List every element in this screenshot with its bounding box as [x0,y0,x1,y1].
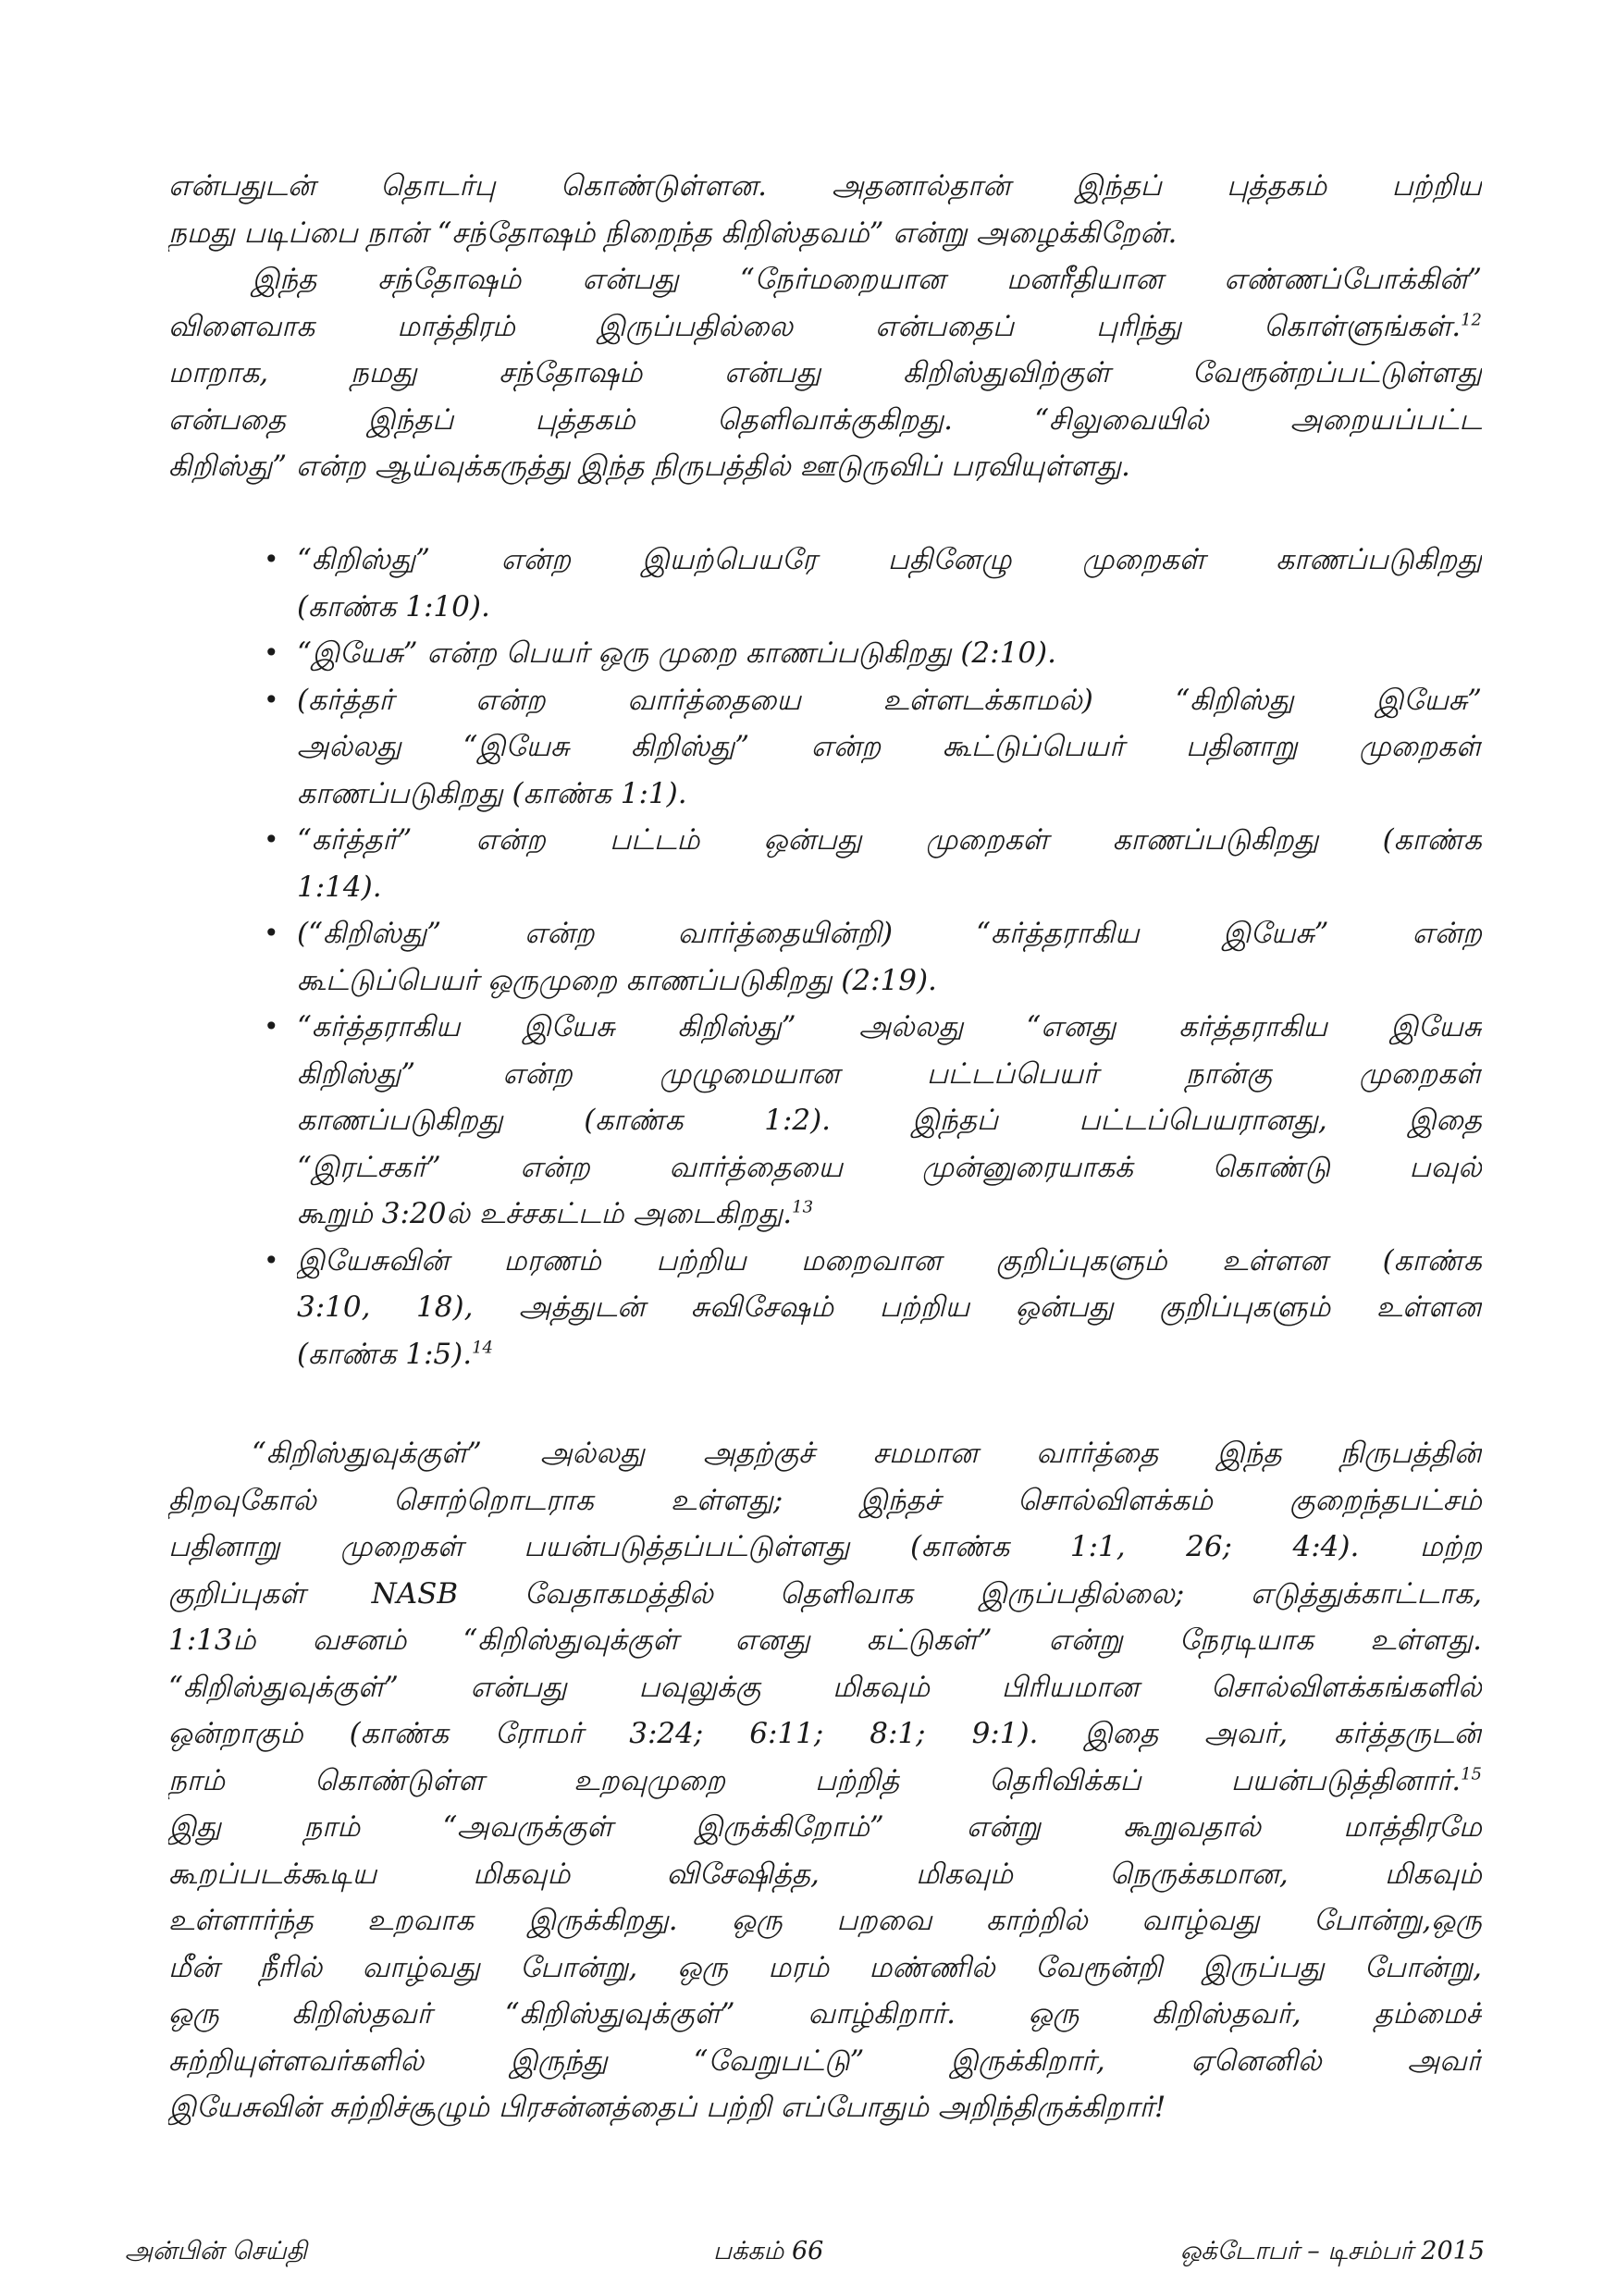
line-text: ஒரு கிறிஸ்தவர் “கிறிஸ்துவுக்குள்” வாழ்கிறார். ஒரு கிறிஸ்தவர், தம்மைச் [168,1997,1482,2031]
line-text: இயேசுவின் மரணம் பற்றிய மறைவான குறிப்புகளும் உள்ளன (காண்க [297,1243,1482,1278]
text-line [297,1191,1482,1238]
line-text: பதினாறு முறைகள் பயன்படுத்தப்பட்டுள்ளது (காண்க 1:1, 26; 4:4). மற்ற [168,1530,1482,1563]
text-line [297,910,1482,957]
text-line [168,443,1482,490]
text-line [297,1004,1482,1051]
text-line [168,163,1482,210]
line-text: சுற்றியுள்ளவர்களில் இருந்து “வேறுபட்டு” இருக்கிறார், ஏனெனில் அவர் [168,2043,1482,2078]
text-line [297,1238,1482,1285]
line-text: இது நாம் “அவருக்குள் இருக்கிறோம்” என்று கூறுவதால் மாத்திரமே [168,1810,1482,1844]
bullet-icon: • [264,1011,279,1042]
bullet-list [264,537,1482,1377]
bullet-icon: • [264,637,279,668]
line-text: என்பதுடன் தொடர்பு கொண்டுள்ளன. அதனால்தான் இந்தப் புத்தகம் பற்றிய [168,169,1482,203]
line-text: “இரட்சகர்” என்ற வார்த்தையை முன்னுரையாகக் கொண்டு பவுல் [297,1150,1482,1184]
footnote-marker: 15 [1461,1764,1482,1784]
line-text: காணப்படுகிறது (காண்க 1:2). இந்தப் பட்டப்பெயரானது, இதை [297,1104,1482,1137]
line-text: என்பதை இந்தப் புத்தகம் தெளிவாக்குகிறது. “சிலுவையில் அறையப்பட்ட [168,402,1482,437]
text-line [168,1430,1482,1477]
text-line [297,1051,1482,1098]
text-line [168,1664,1482,1711]
text-line [168,1758,1482,1805]
text-line [297,957,1482,1005]
line-text: காணப்படுகிறது (காண்க 1:1). [297,776,687,810]
line-text: உள்ளார்ந்த உறவாக இருக்கிறது. ஒரு பறவை காற்றில் வாழ்வது போன்று,ஒரு [168,1904,1482,1937]
line-text: ஒன்றாகும் (காண்க ரோமர் 3:24; 6:11; 8:1; 9:1). இதை அவர், கர்த்தருடன் [168,1717,1482,1750]
bullet-icon: • [264,544,279,574]
line-text: “கிறிஸ்துவுக்குள்” அல்லது அதற்குச் சமமான வார்த்தை இந்த நிருபத்தின் [252,1437,1482,1470]
text-line [168,1851,1482,1898]
line-text: இந்த சந்தோஷம் என்பது “நேர்மறையான மனரீதியான எண்ணப்போக்கின்” [252,263,1482,296]
text-line [168,1524,1482,1571]
text-line [168,1617,1482,1664]
text-line [297,537,1482,584]
line-text: திறவுகோல் சொற்றொடராக உள்ளது; இந்தச் சொல்விளக்கம் குறைந்தபட்சம் [168,1483,1482,1517]
text-line [168,1477,1482,1524]
line-text: மீன் நீரில் வாழ்வது போன்று, ஒரு மரம் மண்ணில் வேரூன்றி இருப்பது போன்று, [168,1950,1482,1984]
text-line [297,771,1482,818]
line-text: (“கிறிஸ்து” என்ற வார்த்தையின்றி) “கர்த்தராகிய இயேசு” என்ற [297,917,1482,950]
text-line [168,1804,1482,1851]
line-text: 1:14). [297,870,382,904]
paragraph-intro [168,163,1482,490]
text-line [297,817,1482,864]
text-line [168,397,1482,444]
line-text: (கர்த்தர் என்ற வார்த்தையை உள்ளடக்காமல்) “கிறிஸ்து இயேசு” [297,683,1482,717]
text-line [297,584,1482,631]
footer-issue-date: ஒக்டோபர் – டிசம்பர் 2015 [1179,2237,1485,2265]
text-line [168,210,1482,257]
bullet-icon: • [264,824,279,855]
line-text: இயேசுவின் சுற்றிச்சூழும் பிரசன்னத்தைப் பற்றி எப்போதும் அறிந்திருக்கிறார்! [168,2091,1166,2124]
text-line [297,1284,1482,1331]
line-text: கூறும் 3:20ல் உச்சகட்டம் அடைகிறது. [297,1197,793,1230]
line-text: விளைவாக மாத்திரம் இருப்பதில்லை என்பதைப் புரிந்து கொள்ளுங்கள். [168,309,1462,343]
line-text: கிறிஸ்து” என்ற ஆய்வுக்கருத்து இந்த நிருபத்தில் ஊடுருவிப் பரவியுள்ளது. [168,450,1130,483]
line-text: கூட்டுப்பெயர் ஒருமுறை காணப்படுகிறது (2:19). [297,963,937,997]
line-text: கூறப்படக்கூடிய மிகவும் விசேஷித்த, மிகவும் நெருக்கமான, மிகவும் [168,1857,1482,1891]
text-line [168,1571,1482,1618]
text-line [297,723,1482,771]
line-text: “இயேசு” என்ற பெயர் ஒரு முறை காணப்படுகிறது (2:10). [297,636,1056,670]
text-line [297,1331,1482,1378]
line-text: “கர்த்தர்” என்ற பட்டம் ஒன்பது முறைகள் காணப்படுகிறது (காண்க [297,823,1482,857]
footer-publication: அன்பின் செய்தி [125,2237,307,2265]
line-text: 1:13ம் வசனம் “கிறிஸ்துவுக்குள் எனது கட்டுகள்” என்று நேரடியாக உள்ளது. [168,1623,1482,1657]
footnote-marker: 13 [792,1197,814,1217]
list-item [264,677,1482,818]
text-line [168,2084,1482,2131]
footnote-marker: 14 [472,1338,493,1358]
text-line [168,1897,1482,1944]
bullet-icon: • [264,1244,279,1276]
line-text: (காண்க 1:5). [297,1337,473,1371]
text-line [297,1144,1482,1191]
list-item [264,1238,1482,1378]
text-line [168,303,1482,351]
text-line [297,630,1482,677]
text-line [168,1944,1482,1992]
text-line [297,1097,1482,1144]
text-line [168,1991,1482,2038]
line-text: குறிப்புகள் NASB வேதாகமத்தில் தெளிவாக இருப்பதில்லை; எடுத்துக்காட்டாக, [168,1576,1482,1611]
list-item [264,537,1482,630]
line-text: “கர்த்தராகிய இயேசு கிறிஸ்து” அல்லது “எனது கர்த்தராகிய இயேசு [297,1010,1482,1043]
line-text: நமது படிப்பை நான் “சந்தோஷம் நிறைந்த கிறிஸ்தவம்” என்று அழைக்கிறேன். [168,216,1178,250]
footer-page-number: பக்கம் 66 [713,2237,824,2265]
page-footer [125,2237,1485,2274]
list-item [264,1004,1482,1238]
bullet-icon: • [264,684,279,715]
line-text: மாறாக, நமது சந்தோஷம் என்பது கிறிஸ்துவிற்குள் வேரூன்றப்பட்டுள்ளது [168,356,1482,389]
line-text: நாம் கொண்டுள்ள உறவுமுறை பற்றித் தெரிவிக்கப் பயன்படுத்தினார். [168,1763,1462,1797]
bullet-icon: • [264,918,279,948]
footnote-marker: 12 [1461,310,1482,330]
text-line [168,256,1482,303]
text-line [168,350,1482,397]
line-text: கிறிஸ்து” என்ற முழுமையான பட்டப்பெயர் நான்கு முறைகள் [297,1056,1482,1091]
text-line [297,677,1482,724]
text-line [168,1710,1482,1758]
line-text: “கிறிஸ்து” என்ற இயற்பெயரே பதினேழு முறைகள் காணப்படுகிறது [297,543,1482,576]
text-line [297,864,1482,911]
text-line [168,2038,1482,2085]
list-item [264,630,1482,677]
line-text: அல்லது “இயேசு கிறிஸ்து” என்ற கூட்டுப்பெயர் பதினாறு முறைகள் [297,730,1482,763]
paragraph-in-christ [168,1430,1482,2131]
line-text: 3:10, 18), அத்துடன் சுவிசேஷம் பற்றிய ஒன்பது குறிப்புகளும் உள்ளன [297,1290,1482,1324]
list-item [264,817,1482,910]
line-text: “கிறிஸ்துவுக்குள்” என்பது பவுலுக்கு மிகவும் பிரியமான சொல்விளக்கங்களில் [168,1670,1482,1704]
line-text: (காண்க 1:10). [297,589,490,623]
list-item [264,910,1482,1004]
